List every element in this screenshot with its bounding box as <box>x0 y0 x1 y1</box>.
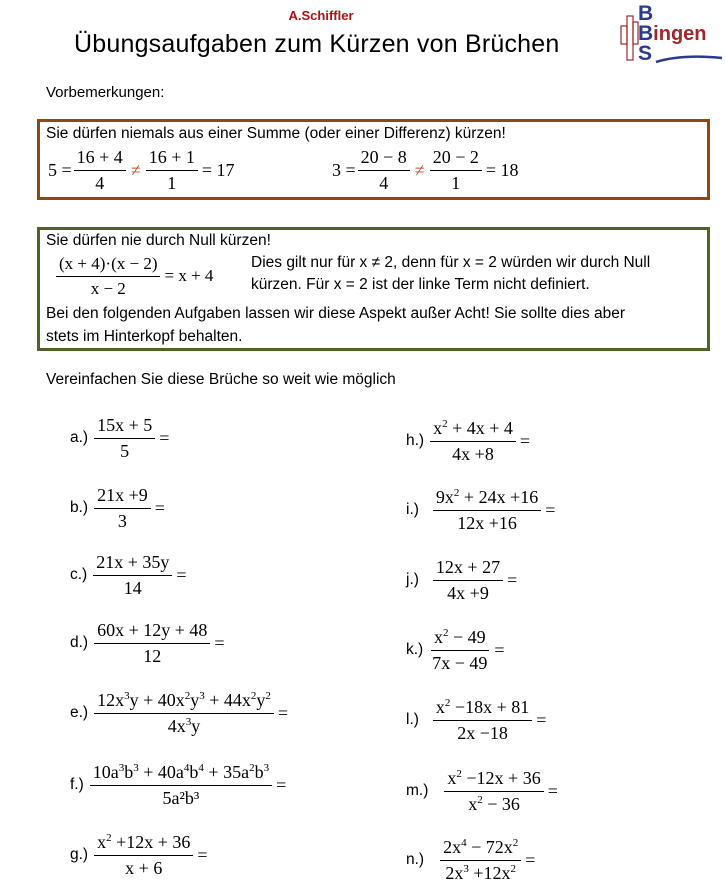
page-title: Übungsaufgaben zum Kürzen von Brüchen <box>74 30 560 58</box>
fraction <box>94 485 151 531</box>
fraction <box>94 620 210 666</box>
fraction <box>90 762 272 808</box>
preliminary-remarks-label: Vorbemerkungen: <box>46 84 165 101</box>
term: y + 40x <box>129 690 185 710</box>
task-formula <box>431 557 517 603</box>
term: y <box>190 690 200 710</box>
term: 21x + 35y <box>96 552 170 572</box>
example-rhs: = 17 <box>201 159 235 180</box>
term: −18x + 81 <box>450 697 530 717</box>
exponent: 3 <box>118 762 125 774</box>
equals-sign: = <box>547 780 558 801</box>
task-g <box>70 832 208 878</box>
numerator <box>94 415 155 439</box>
task-label: g.) <box>70 846 89 864</box>
task-j <box>406 557 517 603</box>
numerator <box>94 485 151 509</box>
numerator <box>444 768 543 792</box>
fraction <box>93 552 172 598</box>
not-equal-sign: ≠ <box>130 159 141 180</box>
numerator <box>94 690 274 714</box>
term: 3 <box>117 510 127 531</box>
task-formula <box>92 485 165 531</box>
denominator <box>442 861 519 884</box>
term: 12x +16 <box>457 512 517 533</box>
exponent: 2 <box>512 837 519 849</box>
term: 2x −18 <box>457 722 508 743</box>
numerator <box>94 620 210 644</box>
term: y <box>256 690 266 710</box>
task-label: e.) <box>70 704 89 722</box>
denominator: 4 <box>95 172 105 193</box>
task-formula <box>431 697 546 743</box>
ignore-note-line-2: stets im Hinterkopf behalten. <box>46 328 243 345</box>
term: 21x +9 <box>97 485 148 505</box>
denominator <box>454 511 520 534</box>
fraction <box>429 627 490 673</box>
fraction <box>358 147 410 193</box>
exponent: 2 <box>444 697 451 709</box>
term: x <box>447 768 457 788</box>
term: + 24x +16 <box>459 487 539 507</box>
numerator <box>440 837 521 861</box>
example-lhs: 5 = <box>48 159 72 180</box>
task-f <box>70 762 286 808</box>
not-equal-sign: ≠ <box>414 159 425 180</box>
logo-letter-s: S <box>638 42 653 65</box>
task-label: b.) <box>70 499 89 517</box>
term: 4x <box>167 715 186 736</box>
ignore-note-line-1: Bei den folgenden Aufgaben lassen wir diese Aspekt außer Acht! Sie sollte dies aber <box>46 305 626 322</box>
zero-note-line-1: Dies gilt nur für x ≠ 2, denn für x = 2 würden wir durch Null <box>251 254 651 271</box>
sum-rule-text: Sie dürfen niemals aus einer Summe (oder einer Differenz) kürzen! <box>46 125 506 142</box>
term: b <box>189 762 199 782</box>
task-k <box>406 627 505 673</box>
term: x <box>97 832 107 852</box>
task-label: m.) <box>406 782 429 800</box>
task-label: d.) <box>70 634 89 652</box>
term: x <box>435 697 445 717</box>
term: − 49 <box>448 627 486 647</box>
exponent: 3 <box>463 862 469 875</box>
task-label: n.) <box>406 851 425 869</box>
term: 9x <box>435 487 454 507</box>
task-label: j.) <box>406 571 419 589</box>
term: 2x <box>443 837 462 857</box>
task-e <box>70 690 288 736</box>
task-n <box>406 837 535 883</box>
term: x <box>433 627 443 647</box>
exponent: 2 <box>453 487 460 499</box>
numerator: 16 + 1 <box>146 147 198 171</box>
term: b <box>124 762 134 782</box>
task-label: c.) <box>70 566 88 584</box>
numerator <box>93 552 172 576</box>
denominator <box>429 651 490 674</box>
term: 12x + 27 <box>435 557 501 577</box>
numerator: 16 + 4 <box>74 147 126 171</box>
exponent: 4 <box>198 762 204 774</box>
term: +12x <box>468 862 511 883</box>
logo-letter-b2: B <box>638 22 654 45</box>
equals-sign: = <box>154 497 165 518</box>
task-m <box>406 768 558 814</box>
sum-example-2 <box>332 147 519 193</box>
logo-letters <box>638 4 707 64</box>
exponent: 4 <box>183 762 190 774</box>
exponent: 3 <box>133 762 139 774</box>
term: − 72x <box>466 837 513 857</box>
term: 14 <box>123 577 142 598</box>
term: 4x +9 <box>447 582 489 603</box>
task-formula <box>92 690 288 736</box>
task-label: a.) <box>70 429 89 447</box>
denominator <box>121 576 145 599</box>
task-label: l.) <box>406 711 419 729</box>
exponent: 2 <box>250 690 257 702</box>
fraction <box>430 147 482 193</box>
task-l <box>406 697 546 743</box>
numerator: (x + 4)·(x − 2) <box>56 254 160 277</box>
term: − 36 <box>482 793 520 814</box>
task-formula <box>88 762 286 808</box>
fraction <box>444 768 543 814</box>
task-label: k.) <box>406 641 424 659</box>
instruction-text: Vereinfachen Sie diese Brüche so weit wie möglich <box>46 371 396 388</box>
term: 12 <box>143 645 162 666</box>
task-h <box>406 418 530 464</box>
term: 2x <box>445 862 464 883</box>
numerator <box>94 832 193 856</box>
equals-sign: = <box>536 709 547 730</box>
term: 7x − 49 <box>432 652 488 673</box>
equals-sign: = <box>277 702 289 723</box>
formula-rhs: = x + 4 <box>164 266 214 286</box>
fraction <box>433 697 532 743</box>
fraction <box>94 415 155 461</box>
fraction <box>94 690 274 736</box>
numerator <box>90 762 272 786</box>
fraction <box>56 254 160 298</box>
fraction <box>430 418 516 464</box>
exponent: 3 <box>124 690 130 702</box>
term: 10a <box>92 762 119 782</box>
term: 60x + 12y + 48 <box>97 620 208 640</box>
task-b <box>70 485 165 531</box>
denominator: 1 <box>167 172 177 193</box>
exponent: 2 <box>249 762 255 774</box>
task-formula <box>92 832 207 878</box>
logo-word-ingen: ingen <box>653 23 707 45</box>
denominator <box>115 509 130 532</box>
zero-rule-text: Sie dürfen nie durch Null kürzen! <box>46 232 271 249</box>
numerator <box>433 557 503 581</box>
fraction <box>440 837 521 883</box>
exponent: 2 <box>442 627 449 639</box>
task-formula <box>92 620 224 666</box>
denominator <box>165 714 204 737</box>
equals-sign: = <box>494 639 505 660</box>
task-formula <box>92 415 169 461</box>
task-label: f.) <box>70 776 84 794</box>
term: 12x <box>97 690 125 710</box>
term: 4x +8 <box>452 443 494 464</box>
term: x + 6 <box>125 857 163 878</box>
fraction <box>433 487 541 533</box>
term: −12x + 36 <box>461 768 541 788</box>
term: 5a²b³ <box>162 787 200 808</box>
exponent: 2 <box>184 690 191 702</box>
equals-sign: = <box>276 774 287 795</box>
task-formula <box>428 418 530 464</box>
term: + 44x <box>204 690 251 710</box>
fraction <box>146 147 198 193</box>
denominator <box>465 792 523 815</box>
task-i <box>406 487 555 533</box>
sum-rule-box <box>37 119 710 200</box>
sum-example-1 <box>48 147 235 193</box>
logo-letter-b1: B <box>638 2 654 25</box>
denominator <box>454 721 511 744</box>
term: x <box>468 793 478 814</box>
denominator: 4 <box>379 172 389 193</box>
term: x <box>433 418 443 438</box>
term: +12x + 36 <box>111 832 191 852</box>
fraction <box>433 557 503 603</box>
exponent: 2 <box>477 793 483 806</box>
term: + 35a <box>203 762 250 782</box>
equals-sign: = <box>519 430 531 451</box>
author-text: A.Schiffler <box>288 8 354 23</box>
exponent: 3 <box>263 762 270 774</box>
task-label: h.) <box>406 432 425 450</box>
equals-sign: = <box>507 569 518 590</box>
equals-sign: = <box>159 427 170 448</box>
denominator <box>444 581 492 604</box>
zero-example-formula <box>54 254 213 298</box>
exponent: 2 <box>456 768 462 780</box>
exponent: 2 <box>442 418 448 430</box>
fraction <box>94 832 193 878</box>
equals-sign: = <box>176 564 187 585</box>
denominator: 1 <box>451 172 461 193</box>
numerator <box>431 627 489 651</box>
equals-sign: = <box>525 849 536 870</box>
term: + 4x + 4 <box>447 418 513 438</box>
equals-sign: = <box>197 844 208 865</box>
equals-sign: = <box>545 499 556 520</box>
denominator: x − 2 <box>90 278 126 298</box>
denominator <box>449 442 497 465</box>
term: 5 <box>120 440 130 461</box>
term: y <box>191 715 201 736</box>
bbs-bingen-logo <box>612 2 724 68</box>
exponent: 2 <box>265 690 271 702</box>
task-a <box>70 415 169 461</box>
task-formula <box>442 768 557 814</box>
task-d <box>70 620 225 666</box>
equals-sign: = <box>214 632 225 653</box>
denominator <box>160 786 203 809</box>
fraction <box>74 147 126 193</box>
task-formula <box>431 487 555 533</box>
task-formula <box>91 552 186 598</box>
exponent: 2 <box>510 862 516 875</box>
numerator <box>433 697 532 721</box>
denominator <box>122 856 165 879</box>
term: + 40a <box>138 762 184 782</box>
example-rhs: = 18 <box>485 159 519 180</box>
numerator: 20 − 8 <box>358 147 410 171</box>
task-label: i.) <box>406 501 419 519</box>
exponent: 3 <box>185 715 192 728</box>
numerator <box>430 418 516 442</box>
zero-division-box <box>37 227 710 351</box>
numerator: 20 − 2 <box>430 147 482 171</box>
example-lhs: 3 = <box>332 159 356 180</box>
zero-note-line-2: kürzen. Für x = 2 ist der linke Term nicht definiert. <box>251 276 590 293</box>
numerator <box>433 487 541 511</box>
term: 15x + 5 <box>97 415 153 435</box>
exponent: 4 <box>461 837 467 849</box>
task-c <box>70 552 187 598</box>
term: b <box>254 762 264 782</box>
task-formula <box>427 627 504 673</box>
denominator <box>140 644 164 667</box>
exponent: 2 <box>106 832 112 844</box>
denominator <box>117 439 132 462</box>
task-formula <box>438 837 535 883</box>
exponent: 3 <box>199 690 205 702</box>
